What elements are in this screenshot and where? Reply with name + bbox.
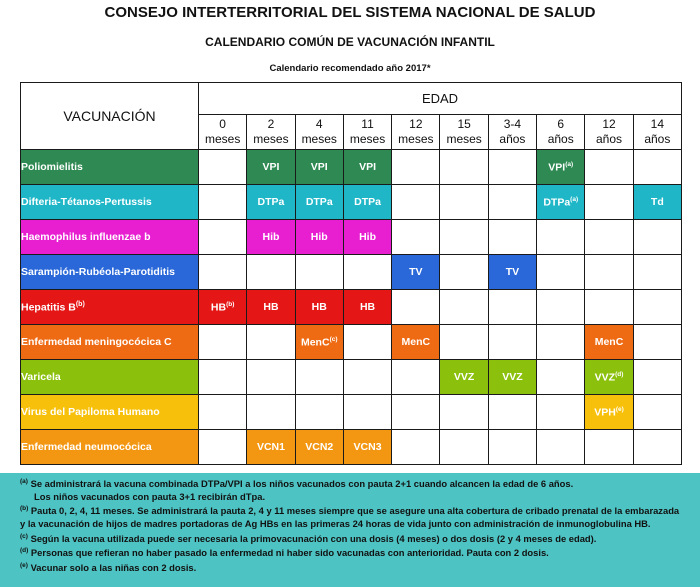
dose-cell xyxy=(295,220,343,255)
dose-cell xyxy=(343,430,391,465)
dose-cell xyxy=(295,150,343,185)
age-header-cell xyxy=(295,115,343,150)
dose-label: VCN1 xyxy=(256,441,285,453)
dose-label: VPI xyxy=(310,161,328,173)
footnote-mark: (d) xyxy=(615,370,624,378)
vaccine-name-text: Virus del Papiloma Humano xyxy=(21,406,160,418)
empty-cell xyxy=(488,430,536,465)
dose-cell xyxy=(585,360,633,395)
dose-cell xyxy=(295,290,343,325)
empty-cell xyxy=(295,255,343,290)
empty-cell xyxy=(633,150,681,185)
vaccine-name xyxy=(21,150,199,185)
dose-cell xyxy=(537,185,585,220)
age-header-cell xyxy=(199,115,247,150)
age-header-cell xyxy=(537,115,585,150)
dose-cell xyxy=(247,430,295,465)
dose-cell xyxy=(440,360,488,395)
footnote-line xyxy=(20,560,686,575)
empty-cell xyxy=(440,430,488,465)
empty-cell xyxy=(537,220,585,255)
age-number: 12 xyxy=(602,117,616,131)
empty-cell xyxy=(247,255,295,290)
dose-label: HB xyxy=(311,301,327,313)
vaccine-row xyxy=(21,430,682,465)
empty-cell xyxy=(537,430,585,465)
empty-cell xyxy=(392,185,440,220)
dose-label: DTPa xyxy=(305,196,333,208)
empty-cell xyxy=(633,395,681,430)
empty-cell xyxy=(488,290,536,325)
dose-label: DTPa xyxy=(257,196,285,208)
empty-cell xyxy=(537,325,585,360)
dose-label: VCN3 xyxy=(353,441,382,453)
empty-cell xyxy=(440,255,488,290)
dose-cell xyxy=(585,325,633,360)
empty-cell xyxy=(199,220,247,255)
age-header-cell xyxy=(343,115,391,150)
dose-cell xyxy=(343,220,391,255)
vaccine-name-text: Difteria-Tétanos-Pertussis xyxy=(21,196,152,208)
dose-label: VVZ xyxy=(502,371,523,383)
empty-cell xyxy=(633,220,681,255)
empty-cell xyxy=(585,220,633,255)
dose-cell xyxy=(295,325,343,360)
age-header-cell xyxy=(247,115,295,150)
empty-cell xyxy=(343,395,391,430)
age-unit: meses xyxy=(204,132,241,146)
vaccine-name xyxy=(21,290,199,325)
dose-label: VPI xyxy=(548,161,566,174)
empty-cell xyxy=(392,395,440,430)
empty-cell xyxy=(199,395,247,430)
age-unit: meses xyxy=(253,132,289,146)
dose-label: TV xyxy=(409,266,423,278)
empty-cell xyxy=(537,360,585,395)
footnote-mark: (d) xyxy=(20,547,29,555)
dose-cell xyxy=(488,255,536,290)
empty-cell xyxy=(343,255,391,290)
age-column-header: EDAD xyxy=(199,83,682,115)
empty-cell xyxy=(440,185,488,220)
dose-cell xyxy=(488,360,536,395)
dose-cell xyxy=(537,150,585,185)
empty-cell xyxy=(440,325,488,360)
dose-cell xyxy=(199,290,247,325)
footnote-text: Personas que refieran no haber pasado la enfermedad ni haber sido vacunadas con anterioridad. Pauta con 2 dosis. xyxy=(30,547,549,559)
age-header-cell xyxy=(633,115,681,150)
age-header-cell xyxy=(392,115,440,150)
dose-label: Td xyxy=(650,196,664,208)
empty-cell xyxy=(488,395,536,430)
dose-label: VVZ xyxy=(453,371,475,383)
footnote-mark: (a) xyxy=(570,195,579,203)
vaccine-row xyxy=(21,290,682,325)
dose-cell xyxy=(247,290,295,325)
dose-label: VCN2 xyxy=(305,441,334,453)
dose-label: HB xyxy=(263,301,279,313)
empty-cell xyxy=(440,150,488,185)
dose-label: Hib xyxy=(262,231,280,243)
footnote-text: Vacunar solo a las niñas con 2 dosis. xyxy=(30,562,197,574)
dose-cell xyxy=(295,185,343,220)
dose-cell xyxy=(343,290,391,325)
footnote-mark: (c) xyxy=(20,532,28,540)
vaccine-name xyxy=(21,360,199,395)
empty-cell xyxy=(585,430,633,465)
empty-cell xyxy=(392,360,440,395)
dose-cell xyxy=(343,150,391,185)
footnote-mark: (b) xyxy=(226,300,235,308)
age-number: 12 xyxy=(409,117,423,131)
empty-cell xyxy=(392,430,440,465)
age-unit: años xyxy=(547,132,574,146)
empty-cell xyxy=(343,325,391,360)
vaccine-name-text: Hepatitis B xyxy=(21,301,76,314)
page-subtitle: CALENDARIO COMÚN DE VACUNACIÓN INFANTIL xyxy=(205,35,495,49)
dose-cell xyxy=(295,430,343,465)
empty-cell xyxy=(633,325,681,360)
dose-cell xyxy=(392,325,440,360)
empty-cell xyxy=(537,290,585,325)
empty-cell xyxy=(537,255,585,290)
age-unit: años xyxy=(499,132,526,146)
empty-cell xyxy=(633,430,681,465)
empty-cell xyxy=(199,150,247,185)
vaccine-row xyxy=(21,395,682,430)
empty-cell xyxy=(392,290,440,325)
footnote-text: Se administrará la vacuna combinada DTPa/VPI a los niños vacunados con pauta 2+1 cuando alcancen la edad de 6 años. xyxy=(30,478,574,490)
footnote-line xyxy=(20,531,686,546)
empty-cell xyxy=(585,255,633,290)
dose-cell xyxy=(392,255,440,290)
footnote-text: Pauta 0, 2, 4, 11 meses. Se administrará la pauta 2, 4 y 11 meses siempre que se asegure una alta cobertura de cribado prenatal de la embarazada y la vacunación de hijos de madres portadoras de Ag HBs en las primeras 24 horas de vida junto con administración de inmunoglobulina HB. xyxy=(20,505,680,530)
footnote-line xyxy=(20,476,686,491)
page-title: CONSEJO INTERTERRITORIAL DEL SISTEMA NACIONAL DE SALUD xyxy=(104,4,596,21)
age-number: 2 xyxy=(267,117,275,131)
vaccine-row xyxy=(21,150,682,185)
age-unit: meses xyxy=(301,132,337,146)
dose-label: MenC xyxy=(300,336,330,349)
empty-cell xyxy=(585,150,633,185)
age-unit: meses xyxy=(446,132,482,146)
age-number: 15 xyxy=(457,117,471,131)
vaccine-name-text: Sarampión-Rubéola-Parotiditis xyxy=(21,266,176,278)
vaccine-name xyxy=(21,430,199,465)
calendar-caption: Calendario recomendado año 2017* xyxy=(269,63,431,74)
age-number: 3-4 xyxy=(503,117,522,131)
vaccine-name xyxy=(21,255,199,290)
empty-cell xyxy=(247,325,295,360)
age-unit: años xyxy=(644,132,671,146)
vaccine-name-text: Enfermedad meningocócica C xyxy=(21,336,172,348)
vaccine-name-text: Varicela xyxy=(21,371,61,383)
footnote-mark: (a) xyxy=(20,478,28,485)
dose-label: TV xyxy=(505,266,520,278)
empty-cell xyxy=(633,290,681,325)
age-number: 11 xyxy=(361,117,374,131)
empty-cell xyxy=(488,150,536,185)
dose-label: VPI xyxy=(359,161,376,173)
vaccination-calendar-table xyxy=(20,82,682,465)
age-header-cell xyxy=(488,115,536,150)
dose-label: VPI xyxy=(262,161,280,173)
footnote-text: Según la vacuna utilizada puede ser necesaria la primovacunación con una dosis (4 meses) o dos dosis (2 y 4 meses de edad). xyxy=(30,532,597,544)
vaccine-name xyxy=(21,325,199,360)
vaccine-column-header: VACUNACIÓN xyxy=(21,83,199,150)
dose-label: HB xyxy=(359,301,376,313)
vaccine-row xyxy=(21,255,682,290)
empty-cell xyxy=(343,360,391,395)
dose-cell xyxy=(633,185,681,220)
age-number: 0 xyxy=(219,117,226,131)
dose-cell xyxy=(247,185,295,220)
age-unit: meses xyxy=(398,132,434,146)
dose-label: Hib xyxy=(310,231,328,243)
empty-cell xyxy=(440,220,488,255)
empty-cell xyxy=(392,150,440,185)
age-header-cell xyxy=(440,115,488,150)
empty-cell xyxy=(295,395,343,430)
vaccine-name-text: Poliomielitis xyxy=(21,161,83,173)
footnote-mark: (a) xyxy=(565,160,574,168)
empty-cell xyxy=(633,255,681,290)
footnote-mark: (c) xyxy=(329,335,338,343)
age-number: 4 xyxy=(315,117,323,131)
vaccine-row xyxy=(21,360,682,395)
vaccine-name xyxy=(21,395,199,430)
vaccine-row xyxy=(21,220,682,255)
empty-cell xyxy=(199,255,247,290)
empty-cell xyxy=(488,185,536,220)
footnote-line xyxy=(20,503,686,530)
dose-label: MenC xyxy=(594,336,624,348)
dose-label: MenC xyxy=(401,336,431,348)
empty-cell xyxy=(199,325,247,360)
empty-cell xyxy=(199,430,247,465)
dose-cell xyxy=(247,220,295,255)
vaccine-name-text: Enfermedad neumocócica xyxy=(21,441,152,453)
dose-label: VVZ xyxy=(594,371,616,384)
empty-cell xyxy=(440,395,488,430)
footnote-mark: (e) xyxy=(20,562,28,570)
empty-cell xyxy=(440,290,488,325)
dose-cell xyxy=(247,150,295,185)
empty-cell xyxy=(633,360,681,395)
empty-cell xyxy=(392,220,440,255)
empty-cell xyxy=(295,360,343,395)
empty-cell xyxy=(247,360,295,395)
empty-cell xyxy=(488,220,536,255)
empty-cell xyxy=(488,325,536,360)
empty-cell xyxy=(585,290,633,325)
footnotes xyxy=(0,473,700,587)
empty-cell xyxy=(247,395,295,430)
empty-cell xyxy=(537,395,585,430)
footnote-mark: (b) xyxy=(20,505,29,513)
vaccine-row xyxy=(21,185,682,220)
vaccine-name xyxy=(21,220,199,255)
footnote-text: Los niños vacunados con pauta 3+1 recibirán dTpa. xyxy=(34,490,266,502)
vaccine-row xyxy=(21,325,682,360)
dose-label: DTPa xyxy=(543,196,571,209)
footnote-mark: (e) xyxy=(615,405,624,413)
dose-label: DTPa xyxy=(354,196,381,208)
dose-label: VPH xyxy=(594,406,616,419)
empty-cell xyxy=(585,185,633,220)
age-unit: meses xyxy=(349,132,386,146)
empty-cell xyxy=(199,360,247,395)
dose-label: Hib xyxy=(359,231,376,243)
dose-cell xyxy=(585,395,633,430)
dose-cell xyxy=(343,185,391,220)
dose-label: HB xyxy=(210,301,227,314)
age-number: 14 xyxy=(650,117,665,131)
age-number: 6 xyxy=(557,117,565,131)
footnote-line xyxy=(20,545,686,560)
footnote-line xyxy=(20,491,686,504)
vaccine-name xyxy=(21,185,199,220)
empty-cell xyxy=(199,185,247,220)
age-header-cell xyxy=(585,115,633,150)
footnote-mark: (b) xyxy=(75,300,85,308)
vaccine-name-text: Haemophilus influenzae b xyxy=(21,231,151,243)
age-unit: años xyxy=(596,132,623,146)
